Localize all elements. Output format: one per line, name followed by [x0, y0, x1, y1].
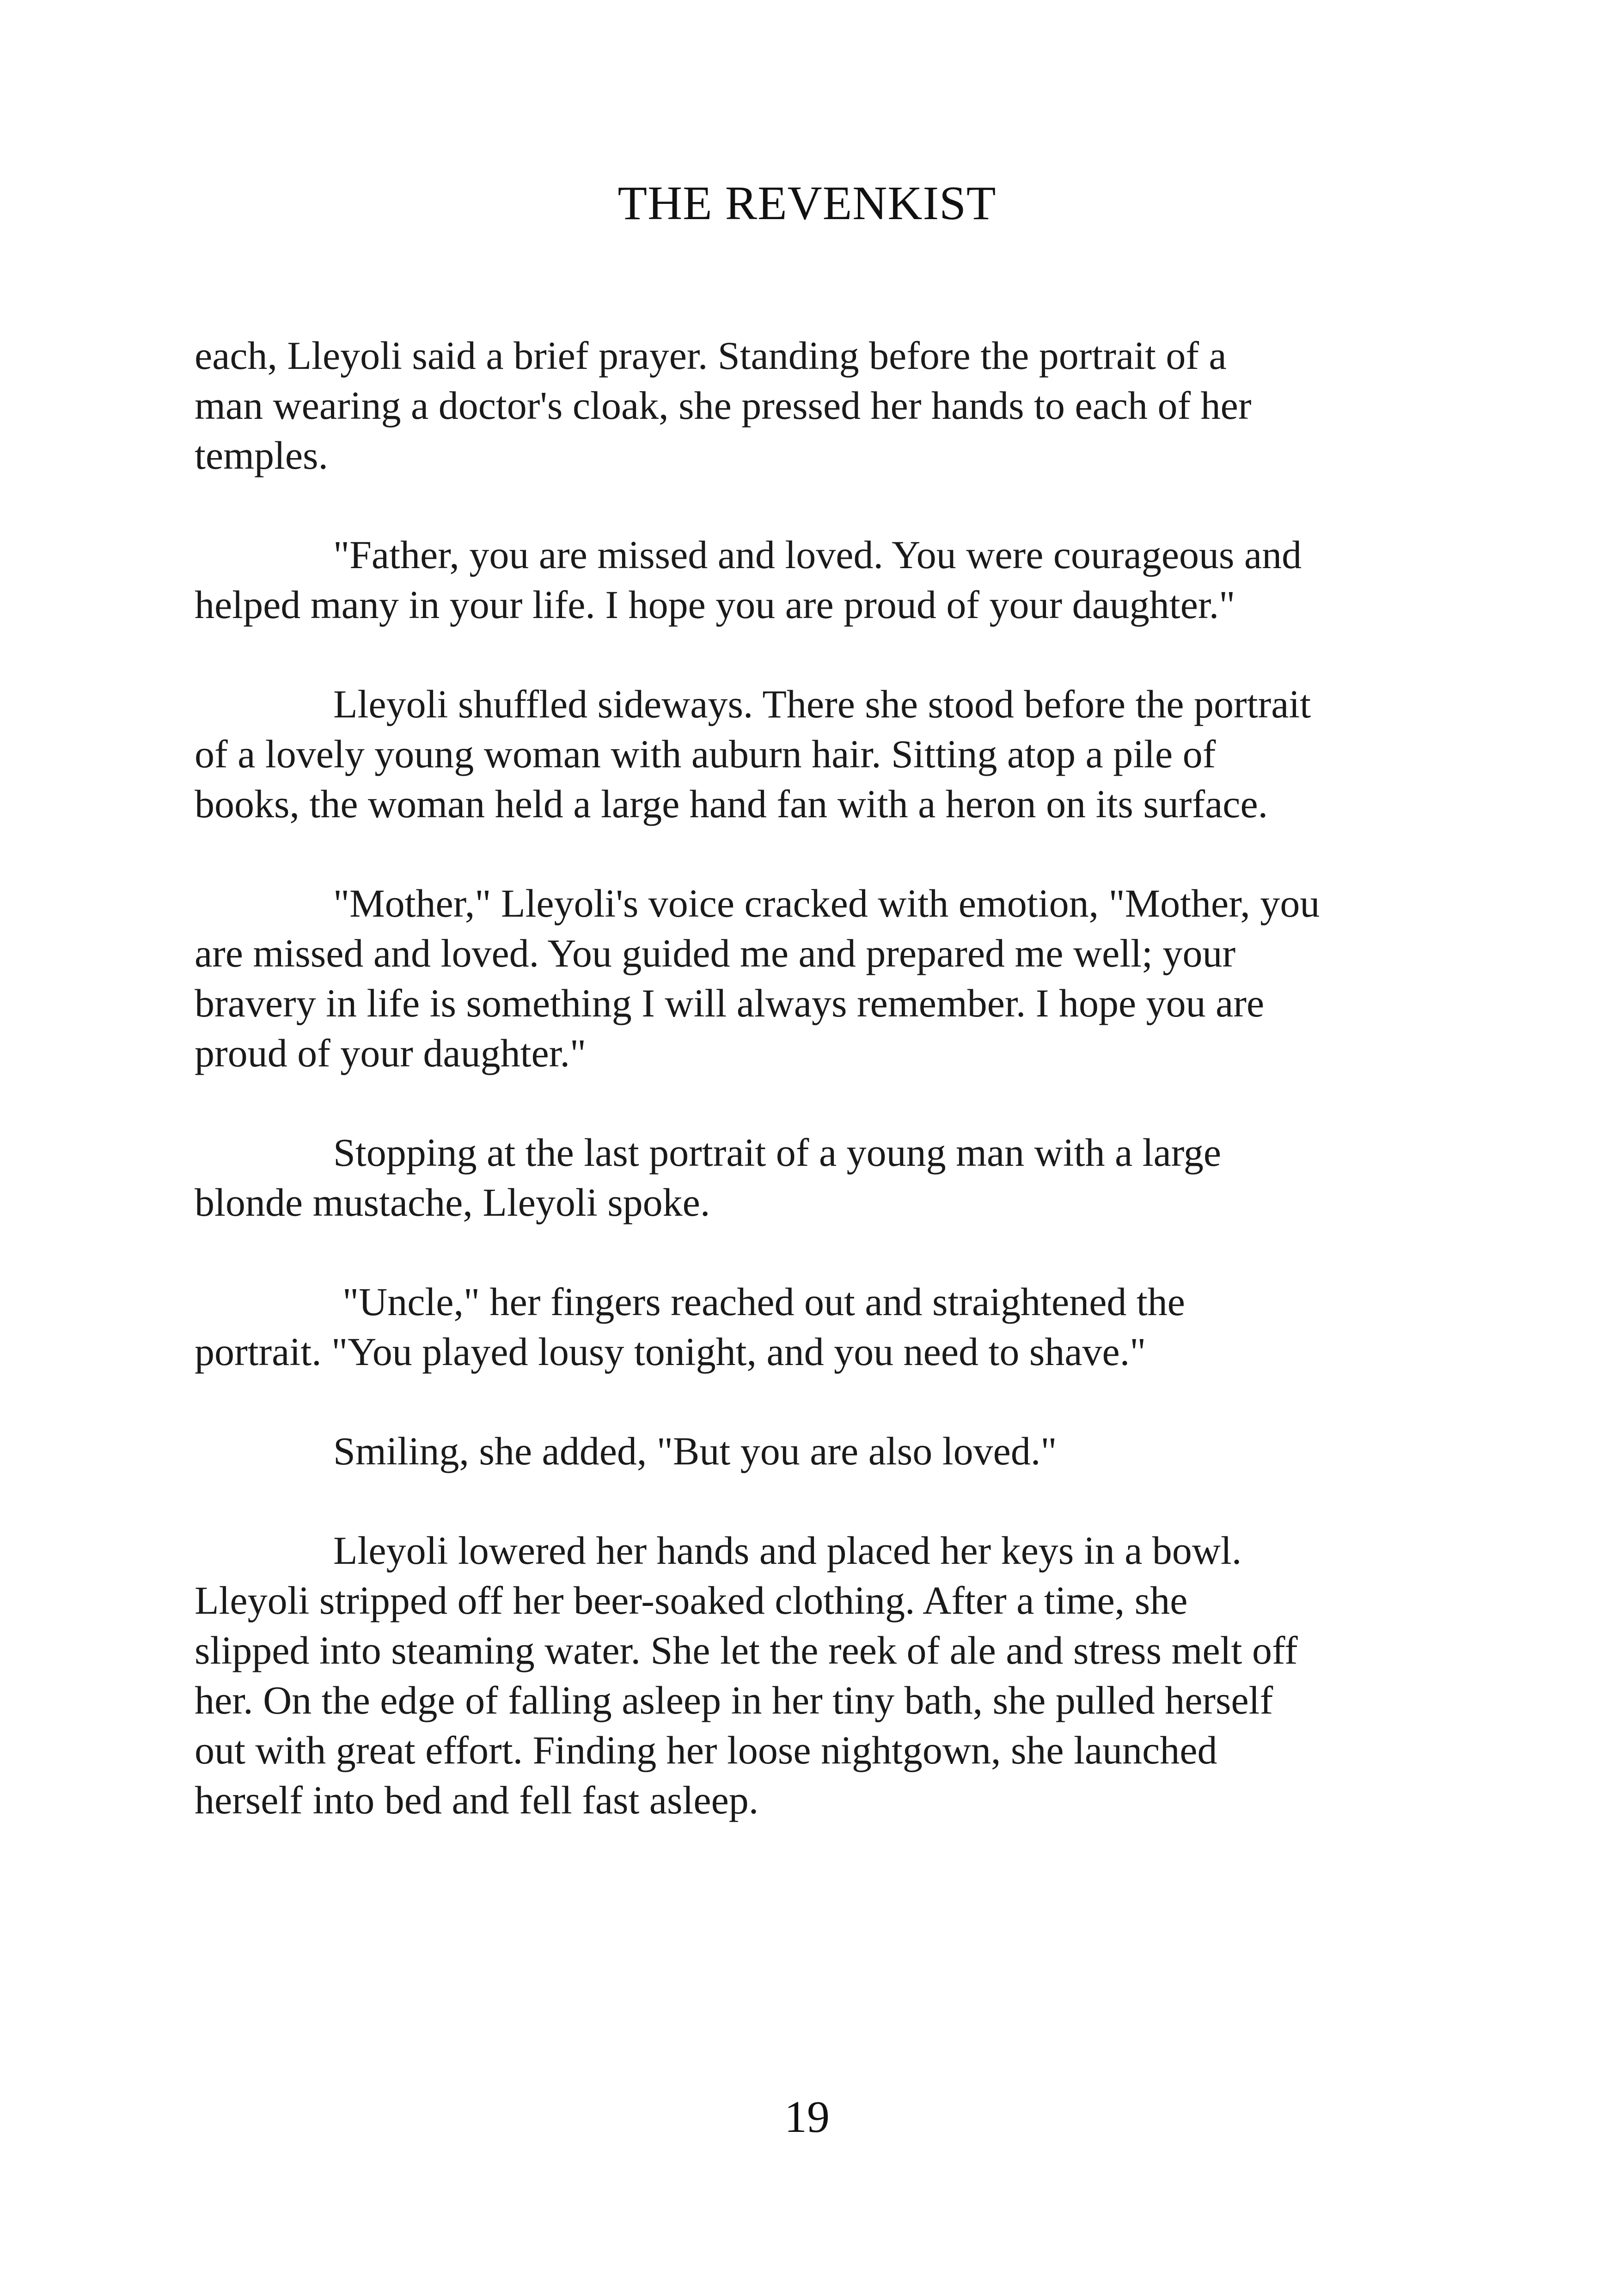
paragraph-continued: each, Lleyoli said a brief prayer. Standing before the portrait of a man wearing a doctor's cloak, she pressed her hands to each of her temples. [195, 333, 1252, 478]
page-body [195, 331, 1424, 1874]
paragraph-father: "Father, you are missed and loved. You were courageous and helped many in your life. I hope you are proud of your daughter." [195, 533, 1302, 627]
paragraph-last-portrait: Stopping at the last portrait of a young man with a large blonde mustache, Lleyoli spoke. [195, 1130, 1222, 1225]
paragraph-smiling: Smiling, she added, "But you are also loved." [333, 1429, 1057, 1473]
paragraph-uncle: "Uncle," her fingers reached out and straightened the portrait. "You played lousy tonight, and you need to shave." [195, 1280, 1185, 1374]
running-title: THE REVENKIST [617, 177, 997, 230]
page-number: 19 [784, 2092, 830, 2142]
paragraph-bath: Lleyoli lowered her hands and placed her keys in a bowl. Lleyoli stripped off her beer-soaked clothing. After a time, she slipped into steaming water. She let the reek of ale and stress melt off her. On the edge of falling asleep in her tiny bath, she pulled herself out with great effort. Finding her loose nightgown, she launched herself into bed and fell fast asleep. [195, 1528, 1298, 1822]
paragraph-mother: "Mother," Lleyoli's voice cracked with emotion, "Mother, you are missed and loved. You guided me and prepared me well; your bravery in life is something I will always remember. I hope you are proud of your daughter." [195, 881, 1320, 1075]
paragraph-shuffle: Lleyoli shuffled sideways. There she stood before the portrait of a lovely young woman with auburn hair. Sitting atop a pile of books, the woman held a large hand fan with a heron on its surface. [195, 682, 1311, 826]
